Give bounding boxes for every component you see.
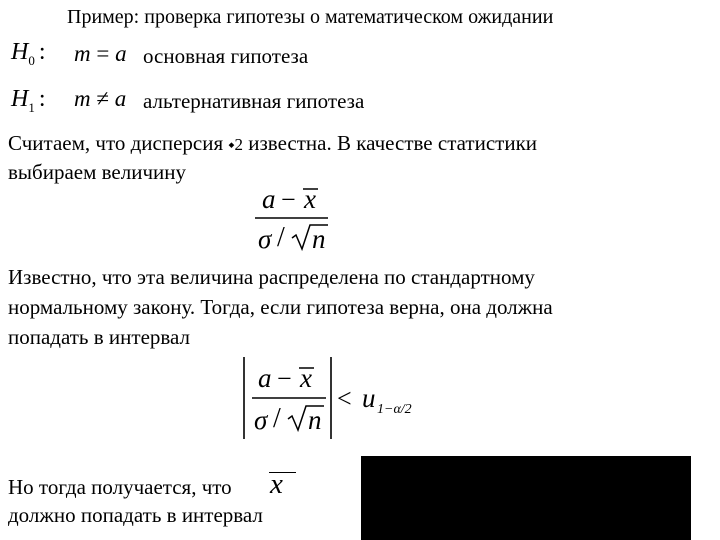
h1-index: 1	[28, 100, 35, 115]
h0-lhs: m	[74, 41, 91, 66]
inequality-formula	[234, 355, 434, 441]
variance-symbol: ⬩2	[228, 135, 244, 154]
stat-num-a: a	[262, 184, 276, 214]
stat-den-slash: /	[277, 222, 285, 253]
ineq-den-slash: /	[273, 403, 281, 434]
stat-num-x: x	[304, 184, 316, 214]
h1-equation	[74, 86, 126, 112]
h1-rhs: a	[114, 86, 127, 111]
conclusion-x-symbol: x	[270, 468, 283, 500]
variance-text-after: известна. В качестве статистики	[243, 131, 538, 155]
paragraph-variance	[8, 128, 537, 160]
paragraph-conclusion-line2: должно попадать в интервал	[8, 503, 263, 527]
paragraph-normal-line3: попадать в интервал	[8, 325, 191, 349]
hypothesis-h1	[11, 86, 46, 116]
conclusion-xbar	[269, 472, 296, 473]
ineq-num-a: a	[258, 363, 272, 393]
black-rectangle	[361, 456, 691, 540]
ineq-num-x: x	[300, 363, 312, 393]
paragraph-normal-line1: Известно, что эта величина распределена по стандартному	[8, 265, 535, 289]
h0-symbol: H	[11, 39, 29, 65]
stat-den-n: n	[312, 224, 326, 254]
ineq-u: u	[362, 383, 376, 413]
statistic-formula	[252, 182, 352, 256]
ineq-num-minus: −	[277, 364, 292, 393]
h1-symbol: H	[11, 86, 29, 112]
h1-relation: ≠	[96, 86, 109, 111]
ineq-den-sigma: σ	[254, 405, 268, 435]
h1-colon: :	[38, 86, 46, 112]
hypothesis-h0	[11, 39, 46, 69]
paragraph-variance-line2: выбираем величину	[8, 160, 186, 184]
stat-den-sigma: σ	[258, 224, 272, 254]
h0-relation: =	[96, 41, 110, 66]
h0-index: 0	[28, 53, 35, 68]
ineq-den-n: n	[308, 405, 322, 435]
h0-colon: :	[38, 39, 46, 65]
h1-lhs: m	[74, 86, 91, 111]
paragraph-normal-line2: нормальному закону. Тогда, если гипотеза верна, она должна	[8, 295, 553, 319]
h0-description: основная гипотеза	[143, 44, 309, 68]
h0-rhs: a	[115, 41, 127, 66]
stat-num-minus: −	[281, 185, 296, 214]
variance-text-before: Считаем, что дисперсия	[8, 131, 229, 155]
h1-description: альтернативная гипотеза	[143, 89, 365, 113]
h0-equation	[74, 41, 127, 67]
ineq-less-than: <	[337, 384, 352, 413]
ineq-u-index: 1−α/2	[377, 402, 412, 417]
slide-title: Пример: проверка гипотезы о математическом ожидании	[67, 6, 554, 28]
paragraph-conclusion-line1: Но тогда получается, что	[8, 475, 232, 499]
